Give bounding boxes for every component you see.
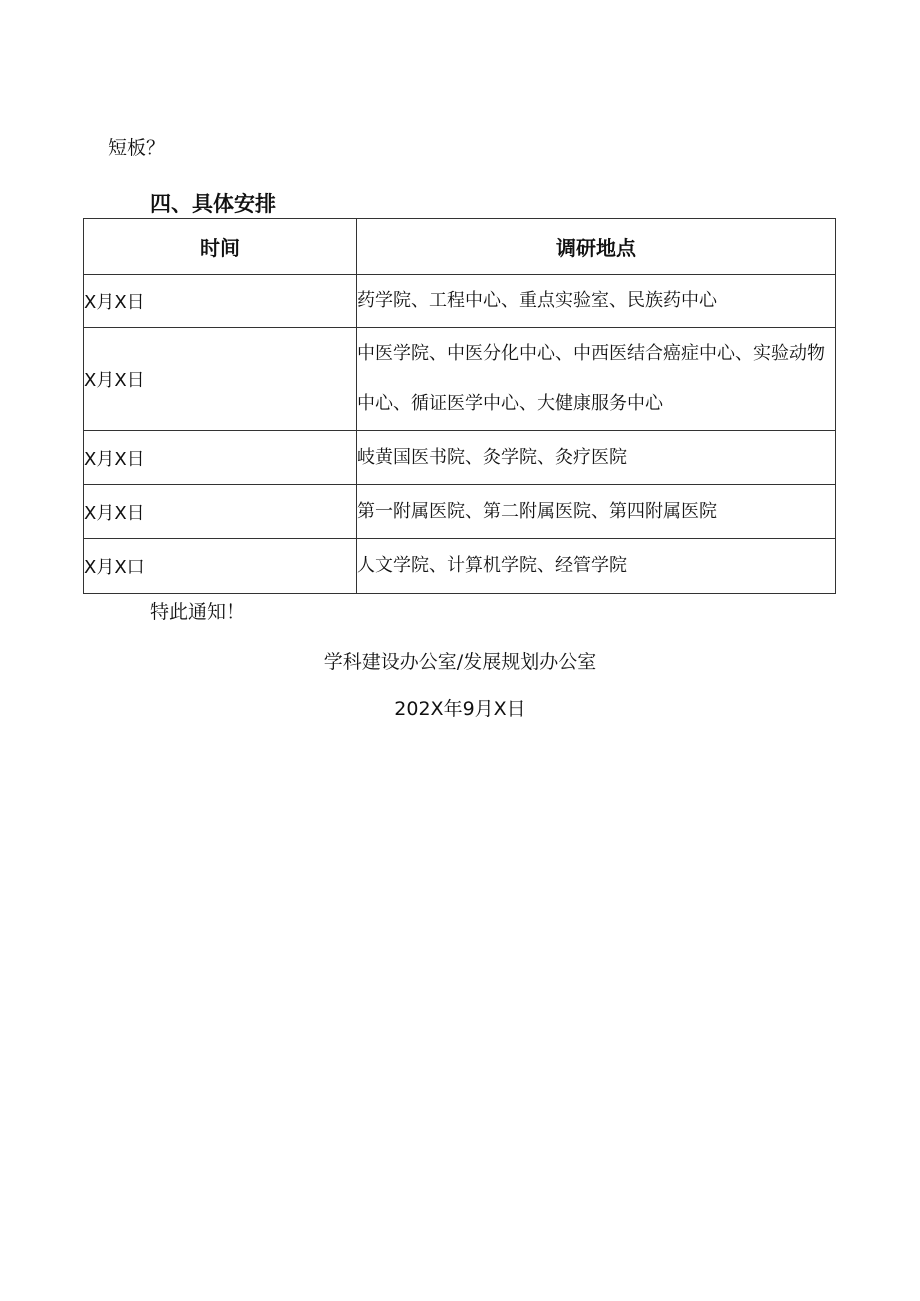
location-cell: 第一附属医院、第二附属医院、第四附属医院 [357,485,836,539]
location-cell: 药学院、工程中心、重点实验室、民族药中心 [357,275,836,328]
location-cell: 岐黄国医书院、灸学院、灸疗医院 [357,431,836,485]
section-heading: 四、具体安排 [150,192,276,216]
issuing-office: 学科建设办公室/发展规划办公室 [323,651,597,673]
table-header-row [84,219,836,275]
table-row [84,328,836,431]
time-cell: X月X口 [84,539,357,594]
table-row [84,431,836,485]
issue-date: 202X年9月X日 [394,698,526,720]
location-cell: 人文学院、计算机学院、经管学院 [357,539,836,594]
header-time: 时间 [84,219,357,275]
table-row [84,539,836,594]
time-cell: X月X日 [84,328,357,431]
time-cell: X月X日 [84,431,357,485]
header-location: 调研地点 [357,219,836,275]
time-cell: X月X日 [84,485,357,539]
schedule-table [83,218,836,594]
table-row [84,275,836,328]
time-cell: X月X日 [84,275,357,328]
table-row [84,485,836,539]
location-cell: 中医学院、中医分化中心、中西医结合癌症中心、实验动物中心、循证医学中心、大健康服务中心 [357,328,836,431]
notice-text: 特此通知！ [150,601,246,623]
previous-paragraph-tail: 短板？ [108,137,166,159]
